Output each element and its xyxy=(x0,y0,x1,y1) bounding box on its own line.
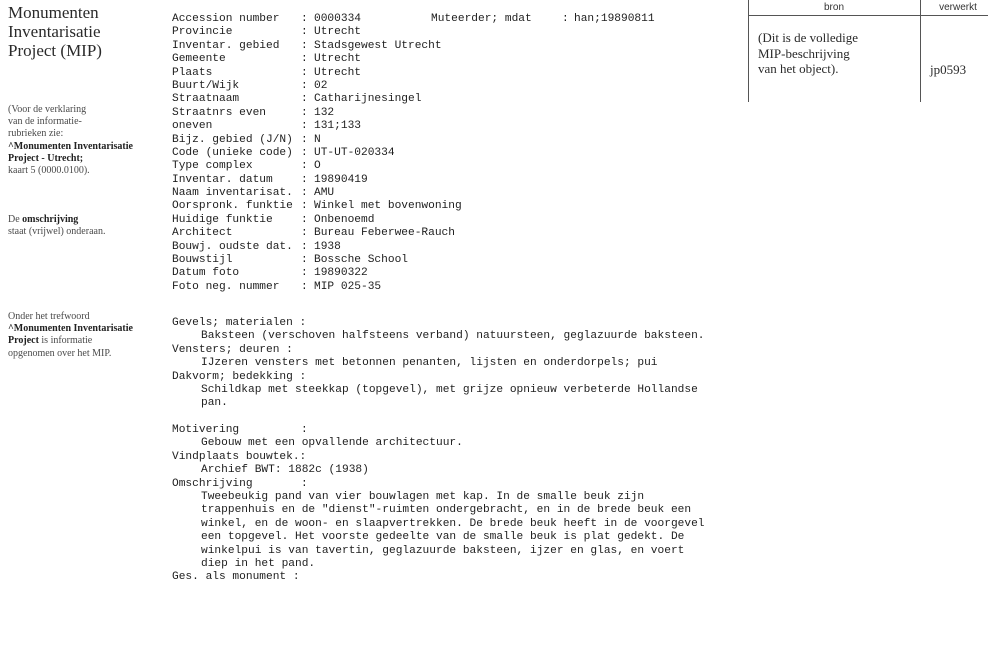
record-fields xyxy=(172,13,732,294)
field-row: Huidige funktie : Onbenoemd xyxy=(172,213,375,226)
note-line: opgenomen over het MIP. xyxy=(8,347,112,359)
header-verwerkt: verwerkt xyxy=(939,2,977,13)
field-label: Straatnaam xyxy=(172,93,240,106)
field-row: Straatnaam : Catharijnesingel xyxy=(172,93,422,106)
keyword-note xyxy=(8,311,163,360)
field-row: Datum foto : 19890322 xyxy=(172,267,368,280)
section-text: Schildkap met steekkap (topgevel), met grijze opnieuw verbeterde Hollandse xyxy=(201,383,698,396)
description-note xyxy=(8,214,163,238)
field-row: Type complex : O xyxy=(172,160,321,173)
description-line: trappenhuis en de "dienst"-ruimten ondergebracht, en in de brede beuk een xyxy=(201,504,692,517)
section-text: Baksteen (verschoven halfsteens verband) natuursteen, geglazuurde baksteen. xyxy=(201,330,705,343)
field-label: Huidige funktie xyxy=(172,213,273,226)
description-line: Tweebeukig pand van vier bouwlagen met kap. In de smalle beuk zijn xyxy=(201,490,645,503)
field-value: AMU xyxy=(314,187,335,200)
field-row: Gemeente : Utrecht xyxy=(172,53,361,66)
source-line: MIP-beschrijving xyxy=(758,45,850,61)
project-title-line: Monumenten xyxy=(8,3,99,22)
field-label: Type complex xyxy=(172,160,253,173)
description-section: Motivering : Gebouw met een opvallende architectuur. Vindplaats bouwtek.: Archief BWT: 1882c (1938) Omschrijving : Tweebeukig pand van vier bouwlagen met kap. In de smalle beuk zijn trappenhuis en de "dienst"-ruimten ondergebracht, en in de brede beuk een winkel, en de woon- en slaapvertrekken. De brede beuk heeft in de voorgevel een topgevel. Het voorste gedeelte van de smalle beuk is plat gedekt. De winkelpui is van tavertin, geglazuurde baksteen, ijzer en glas, en voert diep in het pand. Ges. als monument : xyxy=(172,424,732,585)
field-value: Bureau Feberwee-Rauch xyxy=(314,227,455,240)
note-text: is informatie xyxy=(41,335,93,347)
section-text: IJzeren vensters met betonnen penanten, lijsten en onderdorpels; pui xyxy=(201,357,658,370)
note-bold: Project - Utrecht; xyxy=(8,152,84,164)
field-value: Bossche School xyxy=(314,254,408,267)
field-label: Accession number xyxy=(172,13,280,25)
note-bold: omschrijving xyxy=(22,214,79,225)
field-value: Utrecht xyxy=(314,53,361,66)
field-label: Inventar. datum xyxy=(172,173,273,186)
description-line: diep in het pand. xyxy=(201,557,316,570)
field-label: Gemeente xyxy=(172,53,226,66)
field-value: UT-UT-020334 xyxy=(314,146,395,159)
note-text: De xyxy=(8,214,20,225)
field-label: Bouwstijl xyxy=(172,254,233,267)
field-row: Oorspronk. funktie : Winkel met bovenwoning xyxy=(172,200,462,213)
field-label: Straatnrs even xyxy=(172,106,266,119)
field-row: Buurt/Wijk : 02 xyxy=(172,79,328,92)
section-label: Motivering xyxy=(172,424,240,436)
field-row: Accession number : 0000334 Muteerder; mdat : han;19890811 xyxy=(172,13,655,25)
field-row: Bijz. gebied (J/N) : N xyxy=(172,133,321,146)
project-title-line: Project (MIP) xyxy=(8,41,102,60)
field-value: 1938 xyxy=(314,240,341,253)
note-line: Onder het trefwoord xyxy=(8,311,90,322)
field-row: Architect : Bureau Feberwee-Rauch xyxy=(172,227,455,240)
field-row: Inventar. gebied : Stadsgewest Utrecht xyxy=(172,39,442,52)
field-label: Code (unieke code) xyxy=(172,146,293,159)
section-label: Dakvorm; bedekking : xyxy=(172,370,307,383)
field-row: Provincie : Utrecht xyxy=(172,26,361,39)
field-label: Oorspronk. funktie xyxy=(172,200,293,213)
field-label: Inventar. gebied xyxy=(172,39,280,52)
field-row: oneven : 131;133 xyxy=(172,120,361,133)
project-title xyxy=(8,3,158,60)
field-row: Foto neg. nummer : MIP 025-35 xyxy=(172,280,382,293)
note-line: van de informatie- xyxy=(8,116,82,128)
field-label: Buurt/Wijk xyxy=(172,79,240,92)
field-value: 19890419 xyxy=(314,173,368,186)
field-value: Utrecht xyxy=(314,26,361,39)
field-label: Bouwj. oudste dat. xyxy=(172,240,293,253)
description-line: winkelpui is van tavertin, geglazuurde baksteen, ijzer en glas, en voert xyxy=(201,544,685,557)
section-text: Archief BWT: 1882c (1938) xyxy=(201,464,369,477)
field-label: oneven xyxy=(172,120,213,133)
section-text: Gebouw met een opvallende architectuur. xyxy=(201,437,463,450)
note-line: (Voor de verklaring xyxy=(8,104,87,115)
field-label: Datum foto xyxy=(172,267,240,280)
note-line: staat (vrijwel) onderaan. xyxy=(8,226,106,238)
note-line: rubrieken zie: xyxy=(8,128,64,140)
source-line: (Dit is de volledige xyxy=(758,30,859,45)
field-row: Naam inventarisat. : AMU xyxy=(172,187,335,200)
box-header-line xyxy=(748,15,988,16)
field-label: Bijz. gebied (J/N) xyxy=(172,133,293,146)
field-row: Bouwstijl : Bossche School xyxy=(172,254,408,267)
field-value: MIP 025-35 xyxy=(314,280,382,293)
project-title-line: Inventarisatie xyxy=(8,22,101,41)
field-label: Provincie xyxy=(172,26,233,39)
source-text xyxy=(758,30,923,77)
field-value: Catharijnesingel xyxy=(314,93,422,106)
materials-section xyxy=(172,317,732,411)
source-box xyxy=(748,0,988,102)
description-line: winkel, en de woon- en slaapvertrekken. De brede beuk heeft in de voorgevel xyxy=(201,517,705,530)
field-row: Straatnrs even : 132 xyxy=(172,106,335,119)
field-row: Plaats : Utrecht xyxy=(172,66,361,79)
note-line: kaart 5 (0000.0100). xyxy=(8,165,90,177)
section-label: Vindplaats bouwtek.: xyxy=(172,450,307,463)
field-value: Onbenoemd xyxy=(314,213,375,226)
note-bold: Project xyxy=(8,335,39,347)
field-label: Plaats xyxy=(172,66,213,79)
section-text: pan. xyxy=(201,397,228,410)
field-value: O xyxy=(314,160,321,173)
header-bron: bron xyxy=(823,2,844,13)
field-value: Utrecht xyxy=(314,66,361,79)
description-line: een topgevel. Het voorste gedeelte van de smalle beuk is plat gedekt. De xyxy=(201,531,685,544)
mutation-label: Muteerder; mdat xyxy=(431,13,532,25)
section-label: Omschrijving xyxy=(172,477,253,490)
field-value: N xyxy=(314,133,321,146)
field-value: Stadsgewest Utrecht xyxy=(314,39,442,52)
field-value: 02 xyxy=(314,79,328,92)
source-line: van het object). xyxy=(758,61,839,76)
note-bold: ^Monumenten Inventarisatie xyxy=(8,323,133,335)
field-label: Foto neg. nummer xyxy=(172,280,280,293)
reference-note xyxy=(8,104,163,177)
section-label: Vensters; deuren : xyxy=(172,343,293,356)
field-value: 19890322 xyxy=(314,267,368,280)
field-value: 131;133 xyxy=(314,120,361,133)
field-value: 0000334 xyxy=(314,13,361,25)
field-value: Winkel met bovenwoning xyxy=(314,200,462,213)
note-bold: ^Monumenten Inventarisatie xyxy=(8,140,133,152)
field-value: 132 xyxy=(314,106,335,119)
field-label: Naam inventarisat. xyxy=(172,187,293,200)
field-row: Bouwj. oudste dat. : 1938 xyxy=(172,240,341,253)
section-label: Gevels; materialen : xyxy=(172,317,307,329)
mutation-value: han;19890811 xyxy=(574,13,655,25)
field-label: Architect xyxy=(172,227,233,240)
field-row: Code (unieke code) : UT-UT-020334 xyxy=(172,146,395,159)
section-label: Ges. als monument : xyxy=(172,571,300,584)
field-row: Inventar. datum : 19890419 xyxy=(172,173,368,186)
processed-code: jp0593 xyxy=(930,62,967,77)
